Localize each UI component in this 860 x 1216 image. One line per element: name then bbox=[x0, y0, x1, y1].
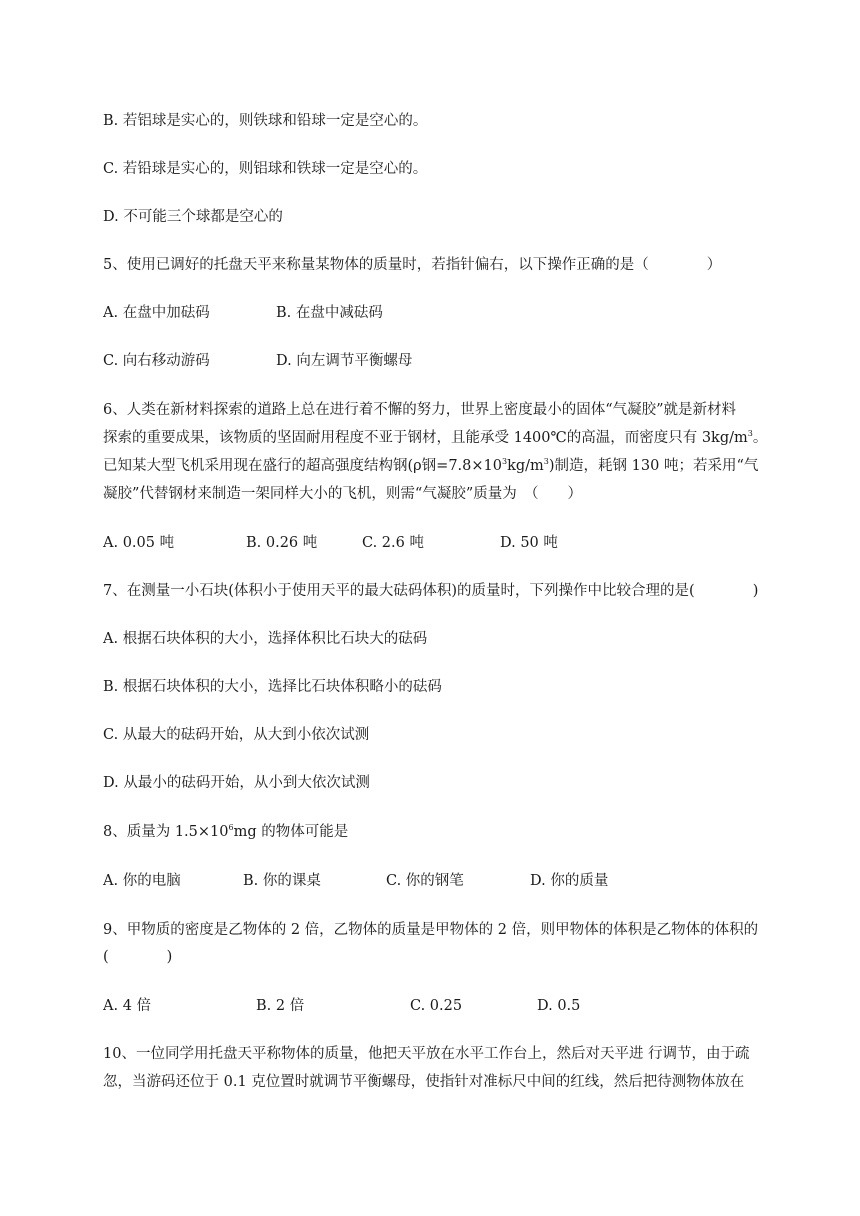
q8-option-a: A. 你的电脑 bbox=[103, 873, 181, 889]
q10-line-2: 忽，当游码还位于 0.1 克位置时就调节平衡螺母，使指针对准标尺中间的红线，然后把待测物体放在 bbox=[103, 1074, 745, 1090]
q7-option-a: A. 根据石块体积的大小，选择体积比石块大的砝码 bbox=[103, 631, 428, 647]
q8-stem: 8、质量为 $1.5\times 10^6mg$ 的物体可能是 bbox=[103, 823, 349, 840]
q9-line-2: ( ) bbox=[103, 949, 173, 965]
q5-stem: 5、使用已调好的托盘天平来称量某物体的质量时，若指针偏右，以下操作正确的是（ ） bbox=[103, 257, 722, 273]
q4-option-b: B. 若铝球是实心的，则铁球和铅球一定是空心的。 bbox=[103, 113, 428, 129]
q5-option-d: D. 向左调节平衡螺母 bbox=[276, 353, 413, 369]
q5-option-b: B. 在盘中减砝码 bbox=[276, 305, 383, 321]
q9-option-a: A. 4 倍 bbox=[103, 998, 152, 1014]
q9-line-1: 9、甲物质的密度是乙物体的 2 倍，乙物体的质量是甲物体的 2 倍，则甲物体的体积是乙物体的体积的 bbox=[103, 922, 759, 938]
q8-option-d: D. 你的质量 bbox=[530, 873, 609, 889]
q9-option-d: D. 0.5 bbox=[537, 998, 581, 1014]
q6-line-2: 探索的重要成果，该物质的坚固耐用程度不亚于钢材，且能承受 1400℃的高温，而密度只有 $3kg/m^3$。 bbox=[103, 429, 768, 446]
q4-option-d: D. 不可能三个球都是空心的 bbox=[103, 209, 283, 225]
q6-option-d: D. 50 吨 bbox=[500, 535, 558, 551]
q8-option-c: C. 你的钢笔 bbox=[386, 873, 464, 889]
q6-line-1: 6、人类在新材料探索的道路上总在进行着不懈的努力，世界上密度最小的固体“气凝胶”就是新材料 bbox=[103, 402, 737, 418]
q7-stem: 7、在测量一小石块(体积小于使用天平的最大砝码体积)的质量时，下列操作中比较合理的是( ) bbox=[103, 583, 759, 599]
q9-option-b: B. 2 倍 bbox=[256, 998, 305, 1014]
q7-option-c: C. 从最大的砝码开始，从大到小依次试测 bbox=[103, 727, 370, 743]
q5-option-a: A. 在盘中加砝码 bbox=[103, 305, 210, 321]
q6-line-3: 已知某大型飞机采用现在盛行的超高强度结构钢(ρ钢$=7.8\times 10^3kg/m^3$)制造，耗钢 130 吨；若采用“气 bbox=[103, 457, 759, 474]
q7-option-d: D. 从最小的砝码开始，从小到大依次试测 bbox=[103, 775, 370, 791]
q9-option-c: C. 0.25 bbox=[410, 998, 463, 1014]
q6-option-a: A. 0.05 吨 bbox=[103, 535, 175, 551]
q4-option-c: C. 若铅球是实心的，则铝球和铁球一定是空心的。 bbox=[103, 161, 428, 177]
q5-option-c: C. 向右移动游码 bbox=[103, 353, 210, 369]
q6-line-4: 凝胶”代替钢材来制造一架同样大小的飞机，则需“气凝胶”质量为 （ ） bbox=[103, 486, 582, 502]
q6-option-b: B. 0.26 吨 bbox=[246, 535, 318, 551]
q7-option-b: B. 根据石块体积的大小，选择比石块体积略小的砝码 bbox=[103, 679, 442, 695]
q6-option-c: C. 2.6 吨 bbox=[362, 535, 424, 551]
q10-line-1: 10、一位同学用托盘天平称物体的质量，他把天平放在水平工作台上，然后对天平进 行调节，由于疏 bbox=[103, 1046, 750, 1062]
q8-option-b: B. 你的课桌 bbox=[243, 873, 321, 889]
